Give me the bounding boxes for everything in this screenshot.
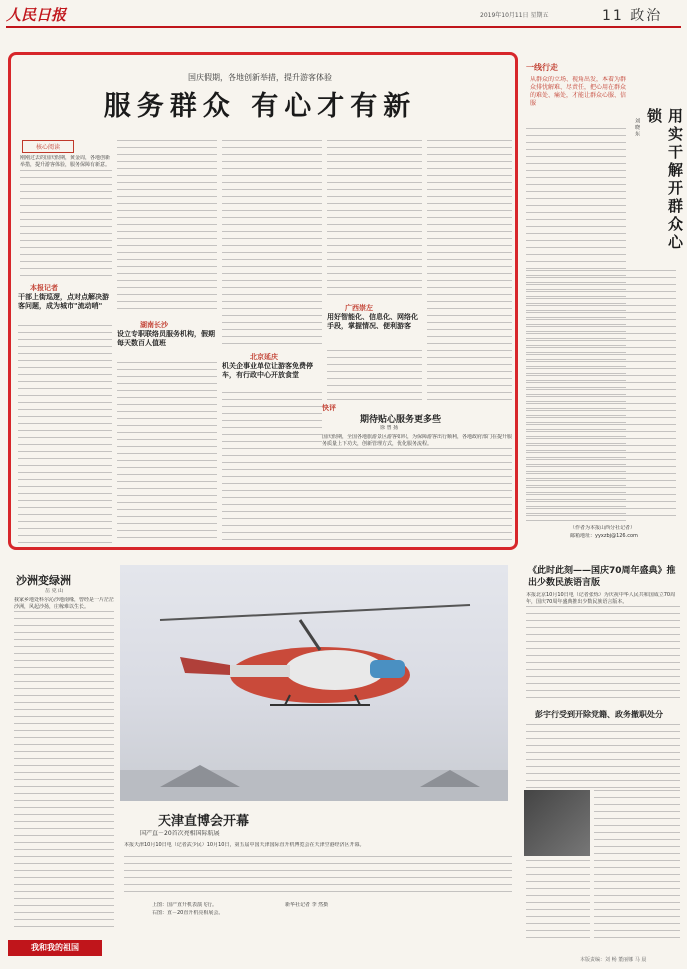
helicopter-photo bbox=[120, 565, 508, 801]
sub3-title: 机关企事业单位让游客免费停车，有行政中心开放食堂 bbox=[222, 362, 313, 379]
col4-body-top bbox=[327, 140, 422, 300]
column-label-box: 我和我的祖国 bbox=[8, 940, 102, 956]
sub3-body bbox=[222, 392, 322, 542]
yixian-label: 一线行走 bbox=[526, 63, 558, 72]
photo-credit-right: 新华社记者 李 然摄 bbox=[285, 902, 329, 908]
col3-body-top bbox=[222, 140, 322, 345]
shazhou-body bbox=[14, 611, 114, 933]
core-reading-body bbox=[20, 170, 112, 280]
right-body-1 bbox=[526, 606, 680, 701]
col5-body bbox=[427, 140, 512, 400]
photo-credit-left2: 右图：直－20直升机亮相展会。 bbox=[152, 910, 224, 916]
photo-subhead: 国产直－20首次亮相国际航展 bbox=[140, 830, 220, 837]
photo-headline: 天津直博会开幕 bbox=[158, 814, 250, 829]
sub4-tag: 广西崇左 bbox=[345, 304, 373, 312]
shazhou-lead: 我家乡地处科尔沁沙地南缘，曾经是一片茫茫沙洲，风起沙扬，庄稼难以生长。 bbox=[14, 597, 114, 610]
kuaiping-lead: 国庆假期，全国各地旅游景区游客如织，为保障游客出行顺利，各地政府部门在提升服务质量上下功夫，创新管理方式，优化服务流程。 bbox=[322, 434, 512, 447]
sub1-title: 干部上街巡逻，点对点解决游客问题，成为城市"流动哨" bbox=[18, 293, 109, 310]
helicopter-illustration bbox=[120, 565, 508, 801]
sub3-tag: 北京延庆 bbox=[250, 353, 278, 361]
sub4-body bbox=[327, 350, 422, 400]
shazhou-author: 岳 克 山 bbox=[45, 588, 64, 594]
col2-body-top bbox=[117, 140, 217, 315]
photo-caption-body bbox=[124, 856, 512, 898]
photo-caption-lead: 本报天津10月10日电（记者武少民）10月10日，第五届中国天津国际直升机博览会在天津空港经济区开幕。 bbox=[124, 842, 365, 848]
header-rule bbox=[6, 26, 681, 28]
sub1-body bbox=[18, 325, 112, 545]
sub2-title: 设立专职联络员服务机构，假期每天数百人值班 bbox=[117, 330, 215, 347]
kuaiping-author: 徐 曾 扬 bbox=[380, 425, 399, 431]
sub1-tag: 本报记者 bbox=[30, 284, 58, 292]
photo-credit-left: 上图：国产直升机表演飞行。 bbox=[152, 902, 218, 908]
section-number: 11 bbox=[602, 8, 624, 24]
kuaiping-body bbox=[322, 448, 512, 543]
right-lead-1: 本报北京10月10日电（记者张烁）为庆祝中华人民共和国成立70周年，国庆70周年盛典推出少数民族语言版本。 bbox=[526, 592, 676, 605]
right-title-1: 《此时此刻——国庆70周年盛典》推出少数民族语言版 bbox=[528, 566, 676, 588]
newspaper-logo: 人民日报 bbox=[6, 6, 67, 24]
core-reading-text: 刚刚过去的国庆假期，黄金周，各地创新举措，提升游客体验，服务保障有新意。 bbox=[20, 155, 111, 168]
kuaiping-label: 快评 bbox=[322, 404, 336, 412]
page-editor-credit: 本版责编：刘 畅 董丽娜 马 晨 bbox=[580, 957, 647, 963]
sidebar-body-lower bbox=[526, 270, 676, 520]
kuaiping-title: 期待贴心服务更多些 bbox=[360, 415, 442, 425]
section-header bbox=[602, 5, 662, 25]
feature-title: 服务群众 有心才有新 bbox=[103, 91, 417, 122]
sub2-body bbox=[117, 362, 217, 542]
right-body-4 bbox=[526, 860, 590, 938]
sub4-title: 用好智能化、信息化、网络化手段，掌握情况、便利游客 bbox=[327, 313, 418, 330]
portrait-photo bbox=[524, 790, 590, 856]
sidebar-title: 用实干解开群众心锁 bbox=[645, 108, 684, 252]
sidebar-note: （作者为本报山西分社记者） bbox=[570, 525, 636, 531]
right-body-3 bbox=[594, 790, 680, 938]
section-name: 政治 bbox=[630, 8, 663, 24]
issue-date: 2019年10月11日 星期五 bbox=[480, 12, 549, 19]
sidebar-author: 刘 晓 东 bbox=[634, 118, 640, 137]
right-title-2: 彭宇行受到开除党籍、政务撤职处分 bbox=[535, 710, 663, 719]
feature-kicker: 国庆假期，各地创新举措，提升游客体验 bbox=[188, 73, 332, 82]
sidebar-email: 邮箱地址：yyxzbj@126.com bbox=[570, 533, 638, 539]
sub2-tag: 湖南长沙 bbox=[140, 321, 168, 329]
sidebar-quote: 从群众的立场、视角出发，本着为群众排忧解难、尽责任，把心用在群众的难处、痛处，才能让群众心服、信服 bbox=[530, 76, 627, 107]
right-body-2 bbox=[526, 724, 680, 788]
core-reading-label: 核心阅读 bbox=[22, 140, 74, 153]
shazhou-title: 沙洲变绿洲 bbox=[16, 574, 71, 587]
